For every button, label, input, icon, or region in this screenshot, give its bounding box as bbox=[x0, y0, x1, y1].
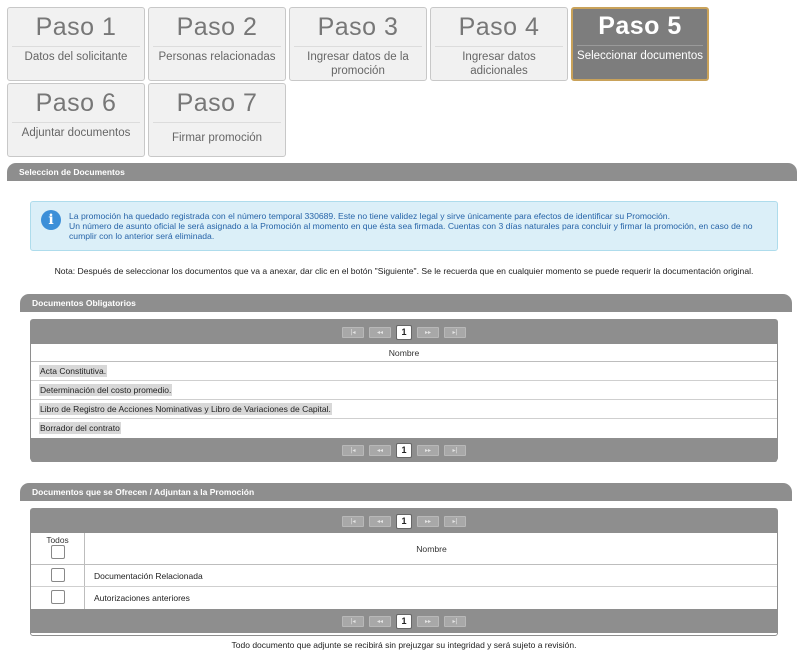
step-number: Paso 6 bbox=[35, 89, 117, 117]
row-checkbox[interactable] bbox=[51, 568, 65, 582]
next-page-button[interactable]: ▸▸ bbox=[417, 327, 439, 338]
prev-page-button[interactable]: ◂◂ bbox=[369, 327, 391, 338]
step-7[interactable] bbox=[148, 83, 286, 157]
table-header bbox=[31, 533, 777, 565]
next-page-button[interactable]: ▸▸ bbox=[417, 516, 439, 527]
step-label: Ingresar datos de la promoción bbox=[307, 51, 409, 77]
step-6[interactable] bbox=[7, 83, 145, 157]
info-icon: i bbox=[41, 210, 61, 230]
first-page-button[interactable]: |◂ bbox=[342, 616, 364, 627]
row-checkbox[interactable] bbox=[51, 590, 65, 604]
prev-page-button[interactable]: ◂◂ bbox=[369, 616, 391, 627]
document-name: Autorizaciones anteriores bbox=[94, 593, 190, 603]
last-page-button[interactable]: ▸| bbox=[444, 616, 466, 627]
first-page-button[interactable]: |◂ bbox=[342, 445, 364, 456]
document-name: Acta Constitutiva. bbox=[40, 366, 107, 376]
pager-bottom bbox=[31, 438, 777, 462]
pager-top bbox=[31, 509, 777, 533]
step-divider bbox=[12, 46, 140, 47]
table-row[interactable] bbox=[31, 400, 777, 419]
step-divider bbox=[12, 122, 140, 123]
step-number: Paso 1 bbox=[35, 13, 117, 41]
current-page[interactable]: 1 bbox=[396, 443, 412, 458]
info-text bbox=[69, 211, 767, 241]
row-select-cell bbox=[31, 565, 85, 586]
step-divider bbox=[294, 46, 422, 47]
current-page[interactable]: 1 bbox=[396, 514, 412, 529]
step-label: Firmar promoción bbox=[171, 132, 263, 144]
prev-page-button[interactable]: ◂◂ bbox=[369, 445, 391, 456]
step-number: Paso 4 bbox=[458, 13, 540, 41]
step-5-active[interactable] bbox=[571, 7, 709, 81]
column-header-todos bbox=[31, 533, 85, 564]
last-page-button[interactable]: ▸| bbox=[444, 516, 466, 527]
step-label: Seleccionar documentos bbox=[577, 50, 703, 62]
obligatorios-table bbox=[30, 319, 778, 461]
info-line-1: La promoción ha quedado registrada con el número temporal 330689. Este no tiene validez legal y sirve únicamente para efectos de identificar su Promoción. bbox=[69, 211, 670, 221]
info-message bbox=[30, 201, 778, 251]
instruction-note: Nota: Después de seleccionar los documentos que va a anexar, dar clic en el botón "Siguiente". Se le recuerda que en cualquier momento se puede requerir la documentación original. bbox=[54, 266, 754, 276]
step-3[interactable] bbox=[289, 7, 427, 81]
step-number: Paso 2 bbox=[176, 13, 258, 41]
current-page[interactable]: 1 bbox=[396, 325, 412, 340]
document-name: Libro de Registro de Acciones Nominativas y Libro de Variaciones de Capital. bbox=[40, 404, 331, 414]
column-header-nombre[interactable]: Nombre bbox=[31, 344, 777, 362]
todos-label: Todos bbox=[46, 535, 69, 545]
row-select-cell bbox=[31, 587, 85, 609]
select-all-checkbox[interactable] bbox=[51, 545, 65, 559]
section-header-obligatorios: Documentos Obligatorios bbox=[20, 294, 792, 312]
step-label: Adjuntar documentos bbox=[21, 127, 131, 139]
step-divider bbox=[577, 45, 703, 46]
pager-top bbox=[31, 320, 777, 344]
step-label: Ingresar datos adicionales bbox=[462, 51, 536, 77]
document-name: Determinación del costo promedio. bbox=[40, 385, 172, 395]
step-divider bbox=[435, 46, 563, 47]
last-page-button[interactable]: ▸| bbox=[444, 445, 466, 456]
document-name: Documentación Relacionada bbox=[94, 571, 203, 581]
section-header-seleccion: Seleccion de Documentos bbox=[7, 163, 797, 181]
step-number: Paso 5 bbox=[598, 12, 682, 40]
next-page-button[interactable]: ▸▸ bbox=[417, 616, 439, 627]
table-row[interactable] bbox=[31, 587, 777, 609]
table-row[interactable] bbox=[31, 362, 777, 381]
document-name: Borrador del contrato bbox=[40, 423, 120, 433]
step-divider bbox=[153, 122, 281, 123]
column-header-nombre[interactable]: Nombre bbox=[416, 544, 447, 554]
table-row[interactable] bbox=[31, 565, 777, 587]
step-label: Personas relacionadas bbox=[158, 51, 276, 63]
step-label: Datos del solicitante bbox=[24, 51, 128, 63]
last-page-button[interactable]: ▸| bbox=[444, 327, 466, 338]
first-page-button[interactable]: |◂ bbox=[342, 327, 364, 338]
current-page[interactable]: 1 bbox=[396, 614, 412, 629]
step-divider bbox=[153, 46, 281, 47]
next-page-button[interactable]: ▸▸ bbox=[417, 445, 439, 456]
prev-page-button[interactable]: ◂◂ bbox=[369, 516, 391, 527]
pager-bottom bbox=[31, 609, 777, 633]
first-page-button[interactable]: |◂ bbox=[342, 516, 364, 527]
step-2[interactable] bbox=[148, 7, 286, 81]
step-1[interactable] bbox=[7, 7, 145, 81]
step-4[interactable] bbox=[430, 7, 568, 81]
step-number: Paso 3 bbox=[317, 13, 399, 41]
section-header-ofrecen: Documentos que se Ofrecen / Adjuntan a la Promoción bbox=[20, 483, 792, 501]
table-row[interactable] bbox=[31, 419, 777, 438]
info-line-2: Un número de asunto oficial le será asignado a la Promoción al momento en que ésta sea firmada. Cuentas con 3 días naturales para concluir y firmar la promoción, en caso de no cumplir con lo anterior será eliminada. bbox=[69, 221, 753, 241]
table-row[interactable] bbox=[31, 381, 777, 400]
ofrecen-table bbox=[30, 508, 778, 636]
footnote: Todo documento que adjunte se recibirá sin prejuzgar su integridad y será sujeto a revisión. bbox=[231, 640, 577, 650]
step-number: Paso 7 bbox=[176, 89, 258, 117]
